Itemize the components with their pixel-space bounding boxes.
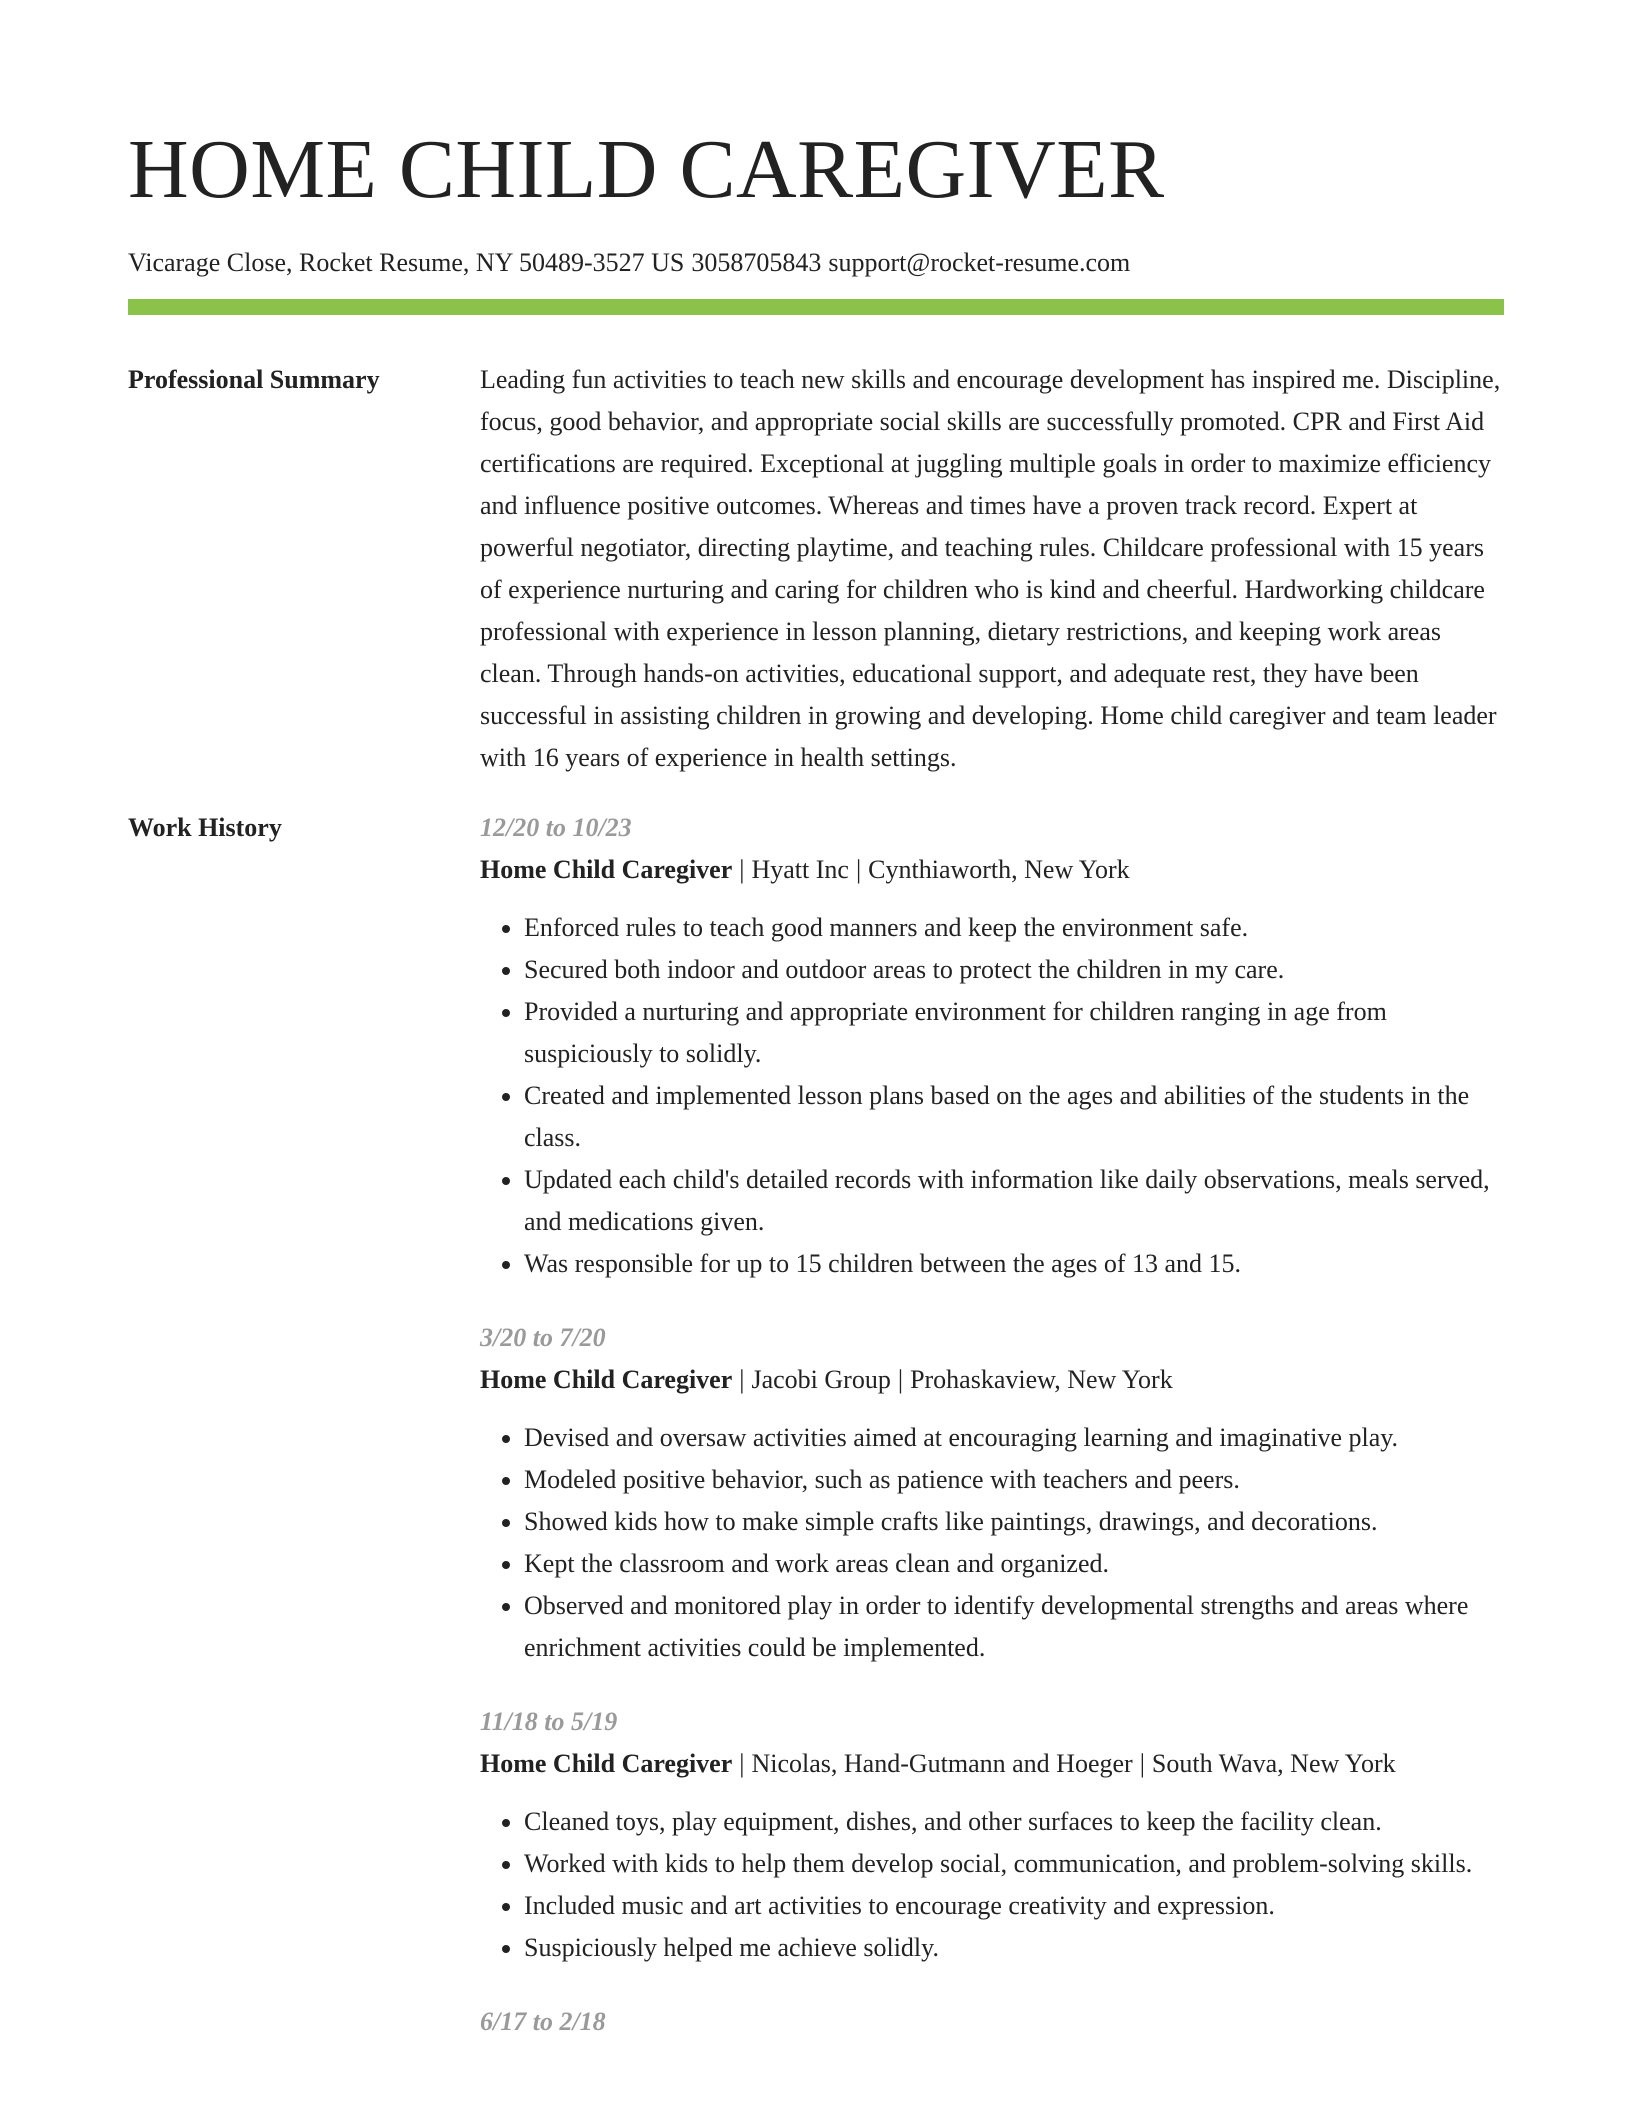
contact-line bbox=[128, 246, 1504, 280]
job-duty-item: • Devised and oversaw activities aimed at encouraging learning and imaginative play. bbox=[524, 1417, 1504, 1459]
contact-address: Vicarage Close, Rocket Resume, NY 50489-3527 US bbox=[128, 248, 685, 277]
job-heading bbox=[480, 1359, 1504, 1401]
job-company: Nicolas, Hand-Gutmann and Hoeger bbox=[751, 1749, 1133, 1778]
job-duty-item: • Observed and monitored play in order to identify developmental strengths and areas where enrichment activities could be implemented. bbox=[524, 1585, 1504, 1669]
job-duty-item: • Cleaned toys, play equipment, dishes, and other surfaces to keep the facility clean. bbox=[524, 1801, 1504, 1843]
job-duty-item: • Created and implemented lesson plans based on the ages and abilities of the students in the class. bbox=[524, 1075, 1504, 1159]
summary-body bbox=[480, 359, 1504, 779]
contact-email: support@rocket-resume.com bbox=[828, 248, 1131, 277]
job-dates: 3/20 to 7/20 bbox=[480, 1323, 606, 1352]
job-heading bbox=[480, 1743, 1504, 1785]
job-title: Home Child Caregiver bbox=[480, 1749, 733, 1778]
work-history-list bbox=[480, 807, 1504, 2075]
job-title: Home Child Caregiver bbox=[480, 1365, 733, 1394]
job-separator: | bbox=[739, 1365, 745, 1394]
job-duty-item: • Modeled positive behavior, such as patience with teachers and peers. bbox=[524, 1459, 1504, 1501]
job-duty-item: • Provided a nurturing and appropriate environment for children ranging in age from suspiciously to solidly. bbox=[524, 991, 1504, 1075]
work-history-section bbox=[128, 807, 1504, 2075]
job-company: Hyatt Inc bbox=[751, 855, 849, 884]
job-duty-item: • Worked with kids to help them develop social, communication, and problem-solving skills. bbox=[524, 1843, 1504, 1885]
job-duties-list bbox=[480, 907, 1504, 1285]
job-location: Cynthiaworth, New York bbox=[868, 855, 1130, 884]
job-separator: | bbox=[1139, 1749, 1145, 1778]
job-entry bbox=[480, 807, 1504, 1285]
summary-section bbox=[128, 359, 1504, 779]
job-duty-item: • Secured both indoor and outdoor areas to protect the children in my care. bbox=[524, 949, 1504, 991]
job-entry bbox=[480, 1317, 1504, 1669]
job-separator: | bbox=[855, 855, 862, 884]
job-company: Jacobi Group bbox=[751, 1365, 891, 1394]
job-separator: | bbox=[897, 1365, 904, 1394]
job-dates: 11/18 to 5/19 bbox=[480, 1707, 618, 1736]
job-heading bbox=[480, 849, 1504, 891]
job-location: South Wava, New York bbox=[1151, 1749, 1396, 1778]
job-title: Home Child Caregiver bbox=[480, 855, 733, 884]
accent-divider bbox=[128, 299, 1504, 315]
candidate-name: HOME CHILD CAREGIVER bbox=[128, 123, 1165, 216]
job-location: Prohaskaview, New York bbox=[910, 1365, 1173, 1394]
job-entry bbox=[480, 2001, 1504, 2043]
job-dates: 12/20 to 10/23 bbox=[480, 813, 632, 842]
job-entry bbox=[480, 1701, 1504, 1969]
job-duty-item: • Updated each child's detailed records with information like daily observations, meals served, and medications given. bbox=[524, 1159, 1504, 1243]
job-separator: | bbox=[739, 855, 745, 884]
job-duties-list bbox=[480, 1801, 1504, 1969]
job-duty-item: • Enforced rules to teach good manners and keep the environment safe. bbox=[524, 907, 1504, 949]
work-history-heading: Work History bbox=[128, 813, 282, 842]
job-duties-list bbox=[480, 1417, 1504, 1669]
job-duty-item: • Suspiciously helped me achieve solidly. bbox=[524, 1927, 1504, 1969]
resume-page bbox=[128, 0, 1504, 2075]
job-separator: | bbox=[739, 1749, 745, 1778]
summary-heading: Professional Summary bbox=[128, 365, 380, 394]
job-dates: 6/17 to 2/18 bbox=[480, 2007, 606, 2036]
summary-text: Leading fun activities to teach new skills and encourage development has inspired me. Discipline, focus, good behavior, and appropriate social skills are successfully promoted. CPR and First Aid certifications are required. Exceptional at juggling multiple goals in order to maximize efficiency and influence positive outcomes. Whereas and times have a proven track record. Expert at powerful negotiator, directing playtime, and teaching rules. Childcare professional with 15 years of experience nurturing and caring for children who is kind and cheerful. Hardworking childcare professional with experience in lesson planning, dietary restrictions, and keeping work areas clean. Through hands-on activities, educational support, and adequate rest, they have been successful in assisting children in growing and developing. Home child caregiver and team leader with 16 years of experience in health settings. bbox=[480, 365, 1501, 772]
contact-phone: 3058705843 bbox=[691, 248, 822, 277]
job-duty-item: • Showed kids how to make simple crafts like paintings, drawings, and decorations. bbox=[524, 1501, 1504, 1543]
job-duty-item: • Was responsible for up to 15 children between the ages of 13 and 15. bbox=[524, 1243, 1504, 1285]
job-duty-item: • Kept the classroom and work areas clean and organized. bbox=[524, 1543, 1504, 1585]
job-duty-item: • Included music and art activities to encourage creativity and expression. bbox=[524, 1885, 1504, 1927]
